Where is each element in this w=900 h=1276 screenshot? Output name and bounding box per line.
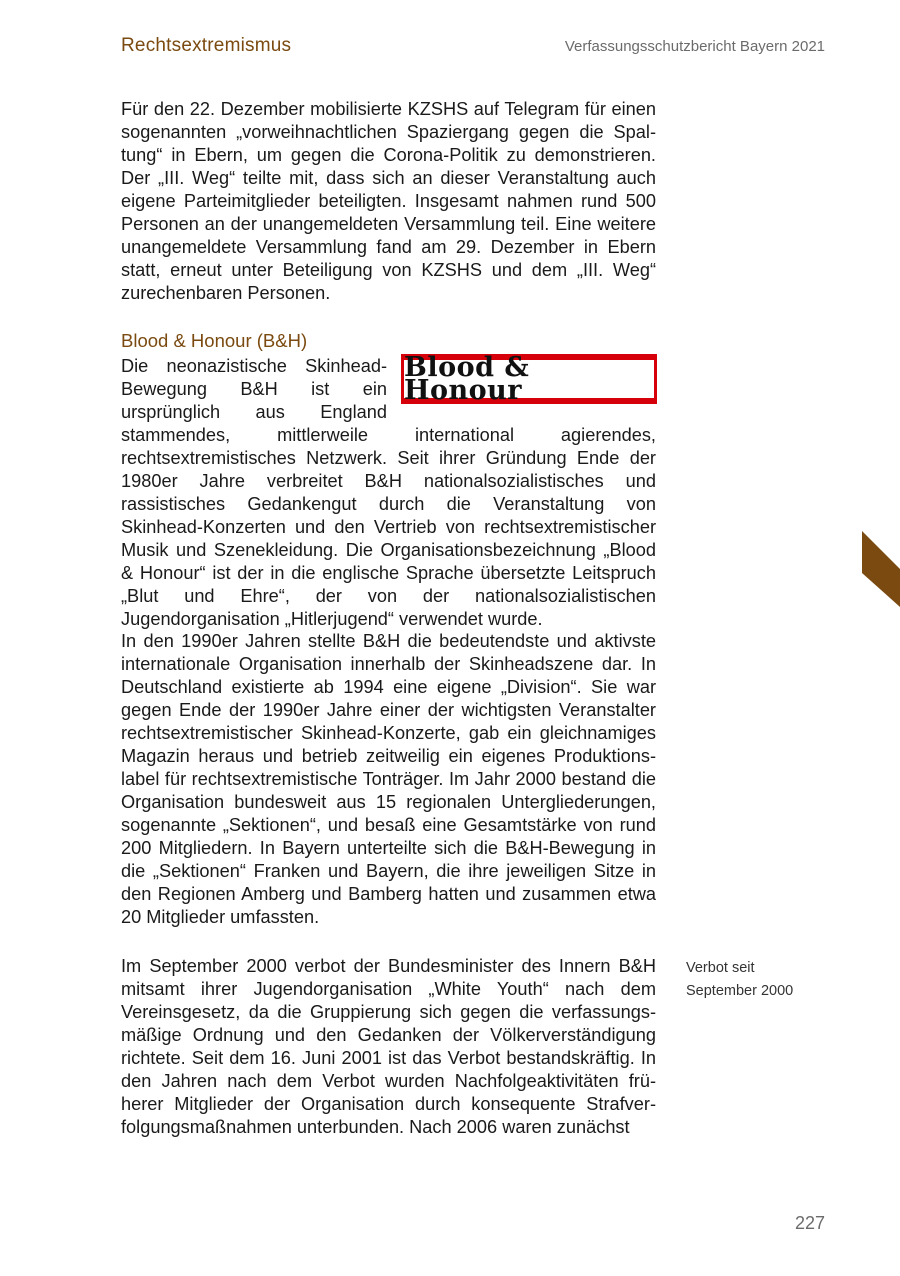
paragraph-text: Für den 22. Dezember mobilisierte KZSHS auf Telegram für einen sogenannten „vorweihnachtlichen Spaziergang gegen die Spaltung“ in Ebern, um gegen die Corona-Politik zu demonstrieren. Der „III. Weg“ teilte mit, dass sich an dieser Veranstaltung auch eigene Parteimitglieder beteiligten. Insgesamt nahmen rund 500 Personen an der unangemeldeten Versammlung teil. Eine weitere unangemeldete Versammlung fand am 29. Dezember in Ebern statt, erneut unter Beteiligung von KZSHS und dem „III. Weg“ zurechenbaren Personen. [121, 99, 656, 303]
section-heading: Blood & Honour (B&H) [121, 330, 308, 351]
logo-lettering: Blood & Honour [404, 360, 654, 398]
running-header-section: Rechtsextremismus [121, 35, 292, 56]
margin-note [686, 957, 826, 1003]
margin-note-line1: Verbot seit [686, 960, 755, 976]
paragraph-text: Im September 2000 verbot der Bundesminister des Innern B&H mitsamt ihrer Jugendorganisation „White Youth“ nach dem Vereinsgesetz, da die Gruppierung sich gegen die verfassungsmäßige Ordnung und den Gedanken der Völkerverständigung richtete. Seit dem 16. Juni 2001 ist das Verbot bestandskräftig. In den Jahren nach dem Verbot wurden Nachfolgeaktivitäten früherer Mitglieder der Organisation durch konsequente Strafverfolgungsmaßnahmen unterbunden. Nach 2006 waren zunächst [121, 956, 656, 1137]
paragraph-bh-intro [121, 352, 656, 631]
chapter-tab-marker [862, 531, 900, 607]
paragraph-ban [121, 955, 656, 1139]
paragraph-1990s [121, 630, 656, 929]
page-number: 227 [794, 1213, 825, 1233]
paragraph-text: Die neonazistische Skinhead-Bewegung B&H ist ein ursprünglich aus England stammendes, mittlerweile international agierendes, rechtsextremistisches Netzwerk. Seit ihrer Gründung Ende der 1980er Jahre verbreitet B&H nationalsozialistisches und rassistisches Gedankengut durch die Veranstaltung von Skinhead-Konzerten und den Vertrieb von rechtsextremistischer Musik und Szenekleidung. Die Organisationsbezeichnung „Blood & Honour“ ist der in die englische Sprache übersetzte Leitspruch „Blut und Ehre“, der von der nationalsozialistischen Jugendorganisation „Hitlerjugend“ verwendet wurde. [121, 356, 656, 629]
blood-honour-logo [401, 354, 657, 404]
running-header-publication: Verfassungsschutzbericht Bayern 2021 [564, 38, 825, 55]
paragraph-kzshs [121, 98, 656, 305]
paragraph-text: In den 1990er Jahren stellte B&H die bedeutendste und aktivste internationale Organisation innerhalb der Skinheadszene dar. In Deutschland existierte ab 1994 eine eigene „Division“. Sie war gegen Ende der 1990er Jahre einer der wichtigsten Veranstalter rechtsextremistischer Skinhead-Konzerte, gab ein gleichnamiges Magazin heraus und betrieb zeitweilig ein eigenes Produktionslabel für rechtsextremistische Tonträger. Im Jahr 2000 bestand die Organisation bundesweit aus 15 regionalen Untergliederungen, sogenannte „Sektionen“, und besaß eine Gesamtstärke von rund 200 Mitgliedern. In Bayern unterteilte sich die B&H-Bewegung in die „Sektionen“ Franken und Bayern, die ihre jeweiligen Sitze in den Regionen Amberg und Bamberg hatten und zusammen etwa 20 Mitglieder umfassten. [121, 631, 656, 927]
margin-note-line2: September 2000 [686, 983, 794, 999]
